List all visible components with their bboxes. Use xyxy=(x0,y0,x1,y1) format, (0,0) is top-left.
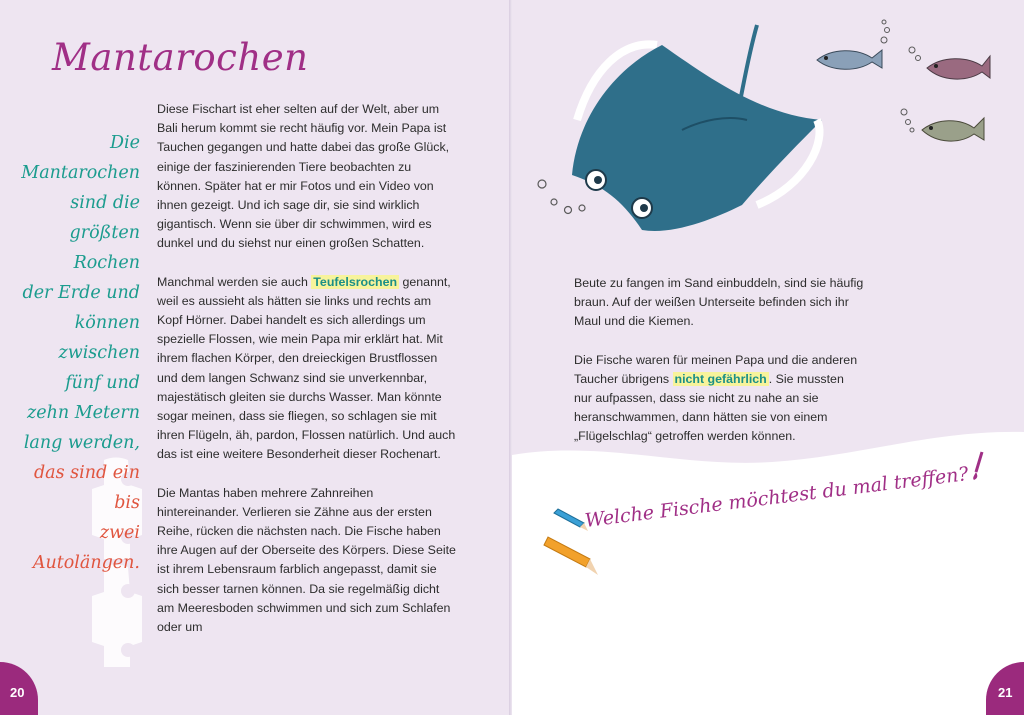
paragraph-text: genannt, weil es aussieht als hätten sie links und rechts am Kopf Hörner. Dabei handelt es sich allerdings um spezielle Flossen, wie mein Papa mir erklärt hat. Mit ihrem flachen Körper, den dreieckigen Brustflossen und dem langen Schwanz sind sie unverkennbar, majestätisch gleiten sie durchs Wasser. Man könnte sogar meinen, dass sie fliegen, so schlagen sie mit ihren Flügeln, äh, pardon, Flossen natürlich. Und auch das ist eine weitere Besonderheit dieser Rochenart. xyxy=(157,274,456,462)
body-text xyxy=(574,274,864,466)
bubble xyxy=(579,205,585,211)
aside-line: zehn Metern xyxy=(27,403,140,423)
bubble xyxy=(565,207,572,214)
pencil-orange-icon xyxy=(542,535,602,580)
aside-line: fünf und xyxy=(65,373,140,393)
aside-line: das sind ein bis xyxy=(33,463,140,513)
fish-school-illustration xyxy=(812,20,1012,150)
paragraph: Beute zu fangen im Sand einbuddeln, sind sie häufig braun. Auf der weißen Unterseite befinden sich ihr Maul und die Kiemen. xyxy=(574,276,864,329)
aside-line: lang werden, xyxy=(23,433,140,453)
aside-line: zwei Autolängen. xyxy=(32,523,140,573)
highlight-term: Teufelsrochen xyxy=(313,274,398,289)
fish-icon xyxy=(901,109,984,141)
left-page xyxy=(0,0,511,715)
page-number-text: 20 xyxy=(10,685,25,700)
paragraph-text: . Sie mussten nur aufpassen, dass sie nicht zu nahe an sie heranschwammen, dann hätten sie von einem „Flügelschlag“ getroffen werden können. xyxy=(574,371,844,444)
paragraph-text: Manchmal werden sie auch xyxy=(157,274,312,289)
aside-line: Mantarochen xyxy=(21,163,140,183)
aside-line: der Erde und xyxy=(22,283,140,303)
aside-line: sind die xyxy=(70,193,140,213)
fish-icon xyxy=(909,47,990,79)
aside-line: Die xyxy=(110,133,140,153)
page-number xyxy=(986,677,1024,715)
page-number xyxy=(0,677,38,715)
right-page xyxy=(512,0,1024,715)
fish-icon xyxy=(817,20,890,69)
paragraph: Die Mantas haben mehrere Zahnreihen hintereinander. Verlieren sie Zähne aus der ersten Reihe, rücken die nächsten nach. Die Fische haben ihre Augen auf der Oberseite des Körpers. Diese Seite ist ihrem Lebensraum farblich angepasst, damit sie sich besser tarnen können. Da sie regelmäßig dicht am Meeresboden schwimmen und sich zum Schlafen oder um xyxy=(157,485,456,635)
aside-line: größten Rochen xyxy=(69,223,140,273)
page-title: Mantarochen xyxy=(52,36,309,79)
page-number-text: 21 xyxy=(998,685,1013,700)
paintbrush-icon xyxy=(970,450,990,480)
paragraph-text: Die Fische waren für meinen Papa und die anderen Taucher übrigens xyxy=(574,352,858,386)
highlight-term: nicht gefährlich xyxy=(674,371,767,386)
activity-question: Welche Fische möchtest du mal treffen? xyxy=(583,463,970,532)
paragraph xyxy=(574,351,864,447)
page-number-badge xyxy=(0,0,511,715)
paragraph: Diese Fischart ist eher selten auf der Welt, aber um Bali herum kommt sie recht häufig vor. Mein Papa ist Tauchen gegangen und hatte dabei das große Glück, einige der faszinierenden Tiere beobachten zu können. Später hat er mir Fotos und ein Video von ihnen gezeigt. Und ich sage dir, sie sind wirklich gigantisch. Wenn sie über dir schwimmen, wird es dunkel und du siehst nur einen großen Schatten. xyxy=(157,102,450,251)
aside-line: können zwischen xyxy=(58,313,140,363)
